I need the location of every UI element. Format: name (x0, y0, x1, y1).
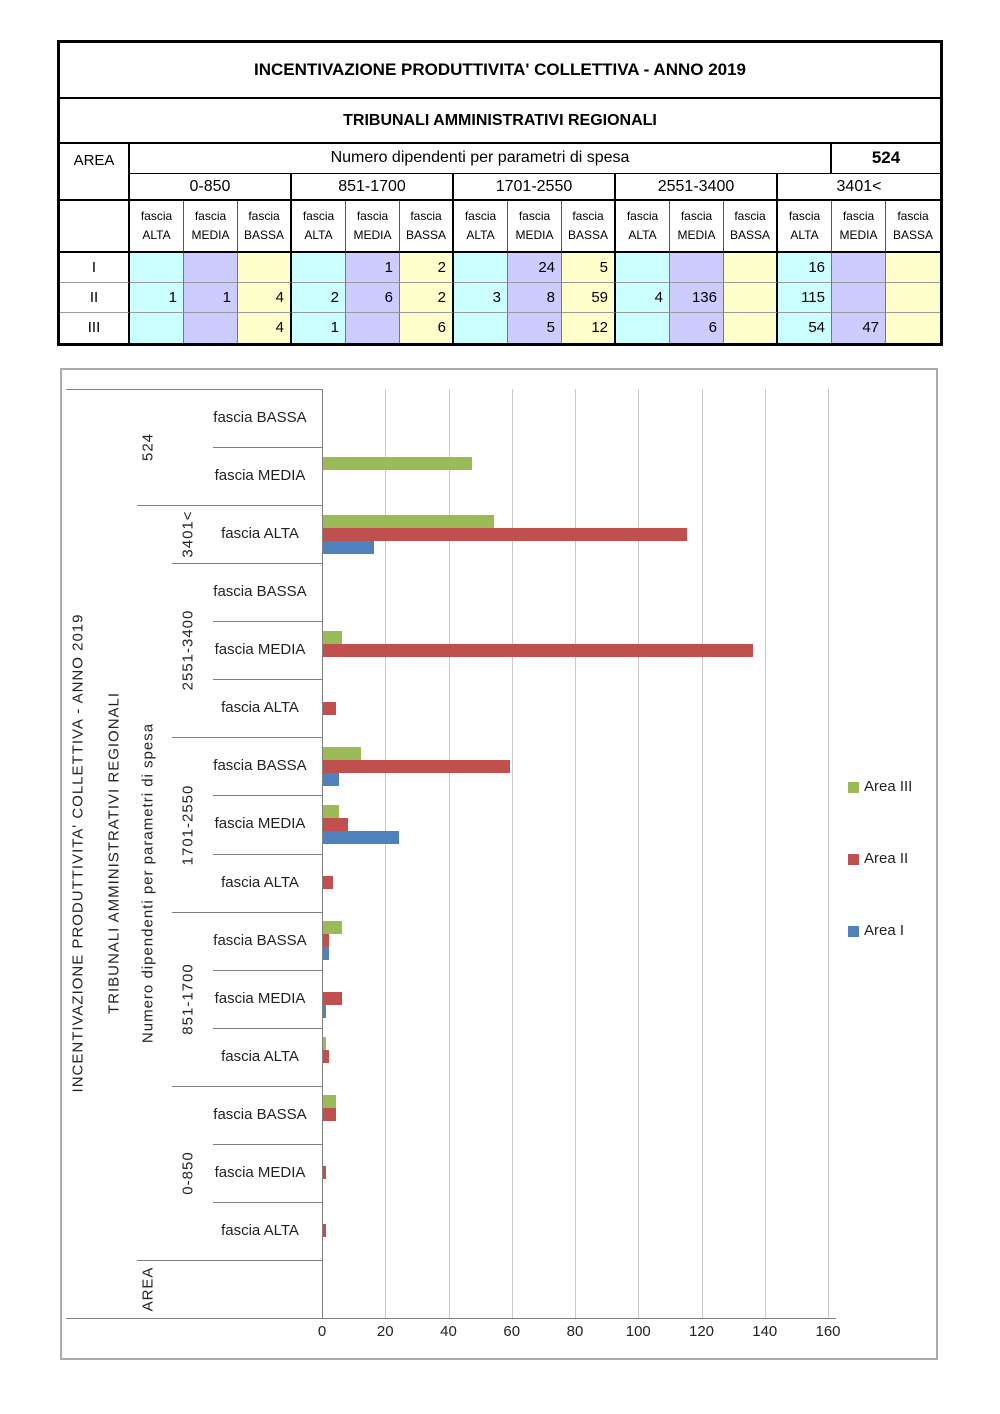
data-cell: 5 (508, 313, 562, 343)
data-cell (292, 253, 346, 283)
chart-bar-area-iii (323, 747, 361, 760)
data-cell: 4 (238, 313, 292, 343)
x-tick-label: 160 (815, 1323, 841, 1340)
data-cell (832, 253, 886, 283)
fascia-header-cell (292, 201, 346, 253)
chart-bar-area-ii (323, 1108, 336, 1121)
outer-group-label: AREA (139, 1266, 157, 1312)
data-cell: 12 (562, 313, 616, 343)
data-cell: 16 (778, 253, 832, 283)
data-cell (130, 313, 184, 343)
fascia-word-label: fascia (842, 209, 875, 223)
data-cell (616, 253, 670, 283)
data-cell (454, 253, 508, 283)
data-cell: 47 (832, 313, 886, 343)
fascia-type-label: BASSA (405, 228, 447, 242)
fascia-word-label: fascia (788, 209, 821, 223)
data-cell (724, 313, 778, 343)
fascia-type-label: BASSA (243, 228, 285, 242)
category-label: fascia BASSA (213, 409, 307, 426)
legend-item (848, 921, 934, 941)
legend-label: Area II (864, 850, 909, 867)
fascia-word-label: fascia (464, 209, 497, 223)
chart-bar-area-i (323, 1005, 326, 1018)
fascia-type-label: MEDIA (839, 228, 878, 242)
category-label: fascia MEDIA (214, 1163, 306, 1181)
category-label: fascia MEDIA (214, 467, 306, 485)
data-cell (886, 313, 940, 343)
inner-group-label: 1701-2550 (179, 784, 197, 865)
outer-group-label: 524 (139, 433, 157, 462)
fascia-type-label: ALTA (628, 228, 657, 242)
legend-item (848, 777, 934, 797)
x-tick-label: 140 (752, 1323, 778, 1340)
legend-label: Area III (864, 778, 913, 795)
axis-title-main: INCENTIVAZIONE PRODUTTIVITA' COLLETTIVA - ANNO 2019 (69, 613, 87, 1093)
fascia-word-label: fascia (356, 209, 389, 223)
x-tick-label: 20 (376, 1323, 394, 1340)
total-cell: 524 (832, 144, 940, 174)
category-label: fascia MEDIA (214, 815, 306, 833)
fascia-header-cell (400, 201, 454, 253)
data-cell: 1 (184, 283, 238, 313)
fascia-word-label: fascia (572, 209, 604, 223)
chart-bar-area-iii (323, 515, 494, 528)
chart-gridline (765, 389, 766, 1318)
data-cell (184, 253, 238, 283)
fascia-type-label: BASSA (567, 228, 609, 242)
fascia-word-label: fascia (734, 209, 766, 223)
data-cell: 136 (670, 283, 724, 313)
inner-group-label: 3401< (179, 510, 197, 558)
data-cell: 2 (292, 283, 346, 313)
x-tick-label: 100 (625, 1323, 651, 1340)
chart-bar-area-ii (323, 1050, 329, 1063)
fascia-word-label: fascia (680, 209, 713, 223)
data-cell (346, 313, 400, 343)
chart-bar-area-ii (323, 760, 510, 773)
fascia-header-cell (670, 201, 724, 253)
axis-title-subtitle: TRIBUNALI AMMINISTRATIVI REGIONALI (105, 691, 123, 1015)
fascia-header-cell (238, 201, 292, 253)
fascia-header-cell (886, 201, 940, 253)
area-header-cell: AREA (60, 144, 130, 201)
chart-bar-area-i (323, 947, 329, 960)
data-cell (886, 253, 940, 283)
fascia-type-label: BASSA (892, 228, 934, 242)
fascia-header-spacer (60, 201, 130, 253)
data-cell (238, 253, 292, 283)
chart-bar-area-i (323, 831, 399, 844)
fascia-header-cell (832, 201, 886, 253)
category-label: fascia BASSA (213, 931, 307, 949)
x-tick-label: 0 (317, 1323, 327, 1340)
fascia-type-label: MEDIA (515, 228, 554, 242)
range-header-cell: 2551-3400 (616, 174, 778, 201)
fascia-header-cell (130, 201, 184, 253)
data-cell: 6 (400, 313, 454, 343)
chart-bar-area-ii (323, 992, 342, 1005)
inner-group-label: 851-1700 (179, 962, 197, 1035)
legend-label: Area I (864, 922, 905, 939)
fascia-type-label: MEDIA (353, 228, 392, 242)
range-header-cell: 0-850 (130, 174, 292, 201)
data-cell: 115 (778, 283, 832, 313)
category-label: fascia ALTA (221, 1221, 299, 1239)
chart-gridline (702, 389, 703, 1318)
fascia-type-label: MEDIA (677, 228, 716, 242)
chart-bar-area-ii (323, 528, 687, 541)
data-cell: 8 (508, 283, 562, 313)
chart-bar-area-iii (323, 921, 342, 934)
x-tick-label: 80 (566, 1323, 584, 1340)
fascia-word-label: fascia (410, 209, 442, 223)
chart-bar-area-iii (323, 1037, 326, 1050)
chart-bar-area-ii (323, 876, 333, 889)
legend-item (848, 849, 934, 869)
data-cell (454, 313, 508, 343)
category-label: fascia ALTA (221, 1047, 299, 1065)
table-title: INCENTIVAZIONE PRODUTTIVITA' COLLETTIVA - ANNO 2019 (60, 43, 940, 99)
fascia-header-cell (454, 201, 508, 253)
fascia-word-label: fascia (518, 209, 551, 223)
data-cell: 59 (562, 283, 616, 313)
category-label: fascia MEDIA (214, 989, 306, 1007)
data-cell: 24 (508, 253, 562, 283)
outer-group-label: Numero dipendenti per parametri di spesa (139, 722, 157, 1043)
range-header-cell: 851-1700 (292, 174, 454, 201)
chart-bar-area-iii (323, 631, 342, 644)
productivity-table (57, 40, 943, 346)
chart-bar-area-iii (323, 805, 339, 818)
chart-bar-area-ii (323, 934, 329, 947)
value-axis-line (66, 1318, 836, 1319)
fascia-type-label: ALTA (790, 228, 819, 242)
fascia-header-cell (778, 201, 832, 253)
fascia-header-cell (616, 201, 670, 253)
data-cell (616, 313, 670, 343)
data-cell (184, 313, 238, 343)
fascia-header-cell (184, 201, 238, 253)
chart-bar-area-ii (323, 1224, 326, 1237)
category-label: fascia BASSA (213, 1105, 307, 1123)
category-label: fascia ALTA (221, 873, 299, 891)
fascia-word-label: fascia (248, 209, 280, 223)
chart-bar-area-ii (323, 818, 348, 831)
category-label: fascia ALTA (221, 699, 299, 717)
row-label-cell: II (60, 283, 130, 313)
chart-gridline (828, 389, 829, 1318)
chart-bar-area-iii (323, 1095, 336, 1108)
inner-group-label: 2551-3400 (179, 609, 197, 691)
data-cell: 6 (346, 283, 400, 313)
fascia-type-label: BASSA (729, 228, 771, 242)
fascia-header-cell (562, 201, 616, 253)
chart-bar-area-ii (323, 644, 753, 657)
chart-bar-area-ii (323, 702, 336, 715)
fascia-type-label: MEDIA (191, 228, 230, 242)
category-label: fascia BASSA (213, 757, 307, 775)
fascia-word-label: fascia (626, 209, 659, 223)
fascia-word-label: fascia (140, 209, 173, 223)
employees-bar-chart (60, 368, 938, 1360)
data-cell (886, 283, 940, 313)
data-cell: 2 (400, 253, 454, 283)
inner-group-label: 0-850 (179, 1151, 197, 1195)
range-header-cell: 1701-2550 (454, 174, 616, 201)
table-subtitle: TRIBUNALI AMMINISTRATIVI REGIONALI (60, 99, 940, 144)
legend-swatch-area-i (848, 926, 859, 937)
data-cell: 1 (292, 313, 346, 343)
data-cell (670, 253, 724, 283)
data-cell (130, 253, 184, 283)
x-tick-label: 40 (440, 1323, 457, 1340)
x-tick-label: 60 (503, 1323, 521, 1340)
fascia-type-label: ALTA (142, 228, 171, 242)
fascia-header-cell (346, 201, 400, 253)
spend-header-cell: Numero dipendenti per parametri di spesa (130, 144, 832, 174)
legend-swatch-area-ii (848, 854, 859, 865)
fascia-word-label: fascia (897, 209, 929, 223)
data-cell: 5 (562, 253, 616, 283)
data-cell (724, 253, 778, 283)
data-cell: 3 (454, 283, 508, 313)
chart-bar-area-i (323, 541, 374, 554)
fascia-type-label: ALTA (466, 228, 495, 242)
data-cell (832, 283, 886, 313)
data-cell: 1 (346, 253, 400, 283)
category-label: fascia ALTA (221, 525, 299, 543)
fascia-word-label: fascia (302, 209, 335, 223)
fascia-word-label: fascia (194, 209, 227, 223)
data-cell: 54 (778, 313, 832, 343)
data-cell (724, 283, 778, 313)
outer-group-separator (137, 1260, 322, 1261)
data-cell: 4 (616, 283, 670, 313)
row-label-cell: I (60, 253, 130, 283)
row-label-cell: III (60, 313, 130, 343)
fascia-header-cell (724, 201, 778, 253)
chart-bar-area-i (323, 773, 339, 786)
range-header-cell: 3401< (778, 174, 940, 201)
chart-bar-area-ii (323, 1166, 326, 1179)
data-cell: 2 (400, 283, 454, 313)
fascia-type-label: ALTA (304, 228, 333, 242)
data-cell: 4 (238, 283, 292, 313)
category-label: fascia BASSA (213, 583, 307, 601)
x-tick-label: 120 (688, 1323, 715, 1340)
chart-bar-area-iii (323, 457, 472, 470)
data-cell: 1 (130, 283, 184, 313)
fascia-header-cell (508, 201, 562, 253)
category-label: fascia MEDIA (214, 641, 306, 659)
data-cell: 6 (670, 313, 724, 343)
legend-swatch-area-iii (848, 782, 859, 793)
